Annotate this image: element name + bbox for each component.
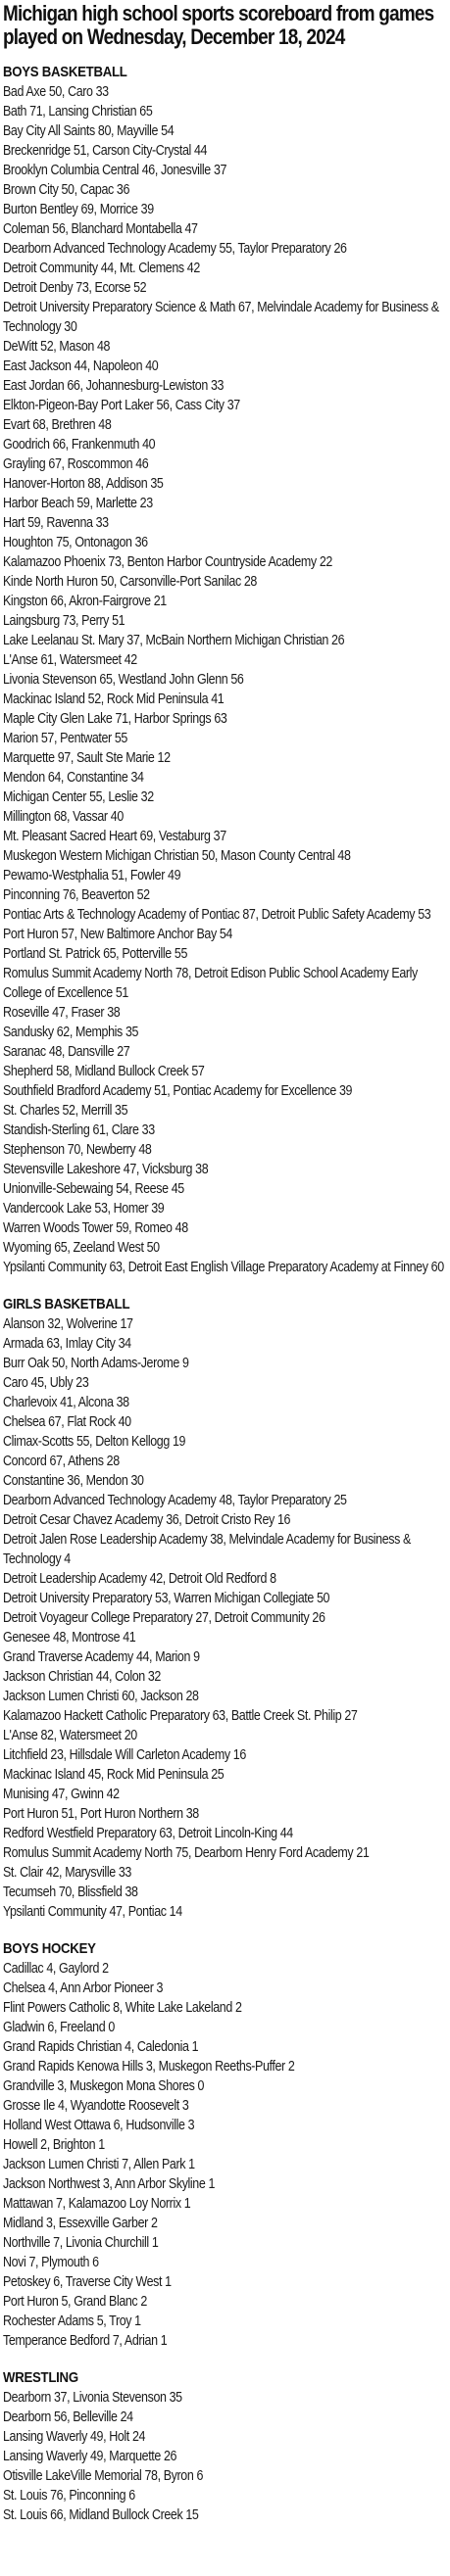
game-result: Vandercook Lake 53, Homer 39 bbox=[3, 1201, 165, 1216]
game-result: Detroit Voyageur College Preparatory 27, Detroit Community 26 bbox=[3, 1610, 325, 1626]
game-result: Port Huron 5, Grand Blanc 2 bbox=[3, 2294, 147, 2310]
game-result: Hart 59, Ravenna 33 bbox=[3, 515, 109, 531]
game-result: Mendon 64, Constantine 34 bbox=[3, 770, 144, 786]
game-result: Millington 68, Vassar 40 bbox=[3, 809, 124, 825]
game-result: Romulus Summit Academy North 75, Dearborn Henry Ford Academy 21 bbox=[3, 1845, 370, 1861]
game-result: Jackson Christian 44, Colon 32 bbox=[3, 1669, 161, 1685]
game-result: Unionville-Sebewaing 54, Reese 45 bbox=[3, 1181, 184, 1197]
game-result: East Jordan 66, Johannesburg-Lewiston 33 bbox=[3, 378, 225, 394]
game-result: Detroit Jalen Rose Leadership Academy 38, Melvindale Academy for Business & Technology 4 bbox=[3, 1532, 411, 1567]
game-result: Laingsburg 73, Perry 51 bbox=[3, 613, 125, 629]
game-result: Detroit Denby 73, Ecorse 52 bbox=[3, 280, 147, 296]
game-result: Lake Leelanau St. Mary 37, McBain Northern Michigan Christian 26 bbox=[3, 633, 345, 648]
game-result: Portland St. Patrick 65, Potterville 55 bbox=[3, 946, 187, 962]
game-result: Kalamazoo Hackett Catholic Preparatory 63, Battle Creek St. Philip 27 bbox=[3, 1708, 358, 1724]
game-result: Redford Westfield Preparatory 63, Detroit Lincoln-King 44 bbox=[3, 1826, 293, 1841]
game-result: Michigan Center 55, Leslie 32 bbox=[3, 789, 154, 805]
game-list bbox=[3, 82, 447, 1277]
sport-section bbox=[3, 1939, 447, 2351]
game-result: East Jackson 44, Napoleon 40 bbox=[3, 358, 159, 374]
game-result: Saranac 48, Dansville 27 bbox=[3, 1044, 130, 1060]
game-result: Mackinac Island 52, Rock Mid Peninsula 41 bbox=[3, 692, 225, 707]
game-result: Sandusky 62, Memphis 35 bbox=[3, 1025, 139, 1040]
game-result: Novi 7, Plymouth 6 bbox=[3, 2255, 99, 2270]
game-result: Petoskey 6, Traverse City West 1 bbox=[3, 2274, 172, 2290]
game-result: Jackson Lumen Christi 60, Jackson 28 bbox=[3, 1689, 199, 1704]
game-result: Detroit University Preparatory 53, Warren Michigan Collegiate 50 bbox=[3, 1591, 330, 1606]
game-result: Kingston 66, Akron-Fairgrove 21 bbox=[3, 594, 167, 609]
game-result: Dearborn 37, Livonia Stevenson 35 bbox=[3, 2390, 182, 2406]
game-result: Chelsea 4, Ann Arbor Pioneer 3 bbox=[3, 1980, 164, 1996]
game-result: Detroit Community 44, Mt. Clemens 42 bbox=[3, 261, 200, 276]
game-result: Otisville LakeVille Memorial 78, Byron 6 bbox=[3, 2468, 203, 2484]
game-result: Evart 68, Brethren 48 bbox=[3, 417, 112, 433]
sport-section bbox=[3, 1295, 447, 1922]
game-result: Mattawan 7, Kalamazoo Loy Norrix 1 bbox=[3, 2196, 191, 2212]
game-result: Houghton 75, Ontonagon 36 bbox=[3, 535, 148, 550]
game-result: Climax-Scotts 55, Delton Kellogg 19 bbox=[3, 1434, 186, 1450]
game-result: Breckenridge 51, Carson City-Crystal 44 bbox=[3, 143, 208, 159]
game-result: Stephenson 70, Newberry 48 bbox=[3, 1142, 152, 1158]
game-result: St. Charles 52, Merrill 35 bbox=[3, 1103, 128, 1119]
game-result: Romulus Summit Academy North 78, Detroit Edison Public School Academy Early College of Excellence 51 bbox=[3, 966, 418, 1001]
game-result: Brooklyn Columbia Central 46, Jonesville 37 bbox=[3, 163, 227, 178]
game-result: Armada 63, Imlay City 34 bbox=[3, 1336, 131, 1352]
game-result: Kalamazoo Phoenix 73, Benton Harbor Countryside Academy 22 bbox=[3, 554, 332, 570]
game-result: Ypsilanti Community 47, Pontiac 14 bbox=[3, 1904, 182, 1920]
game-result: Stevensville Lakeshore 47, Vicksburg 38 bbox=[3, 1162, 209, 1177]
game-result: Detroit Cesar Chavez Academy 36, Detroit Cristo Rey 16 bbox=[3, 1512, 291, 1528]
game-result: Shepherd 58, Midland Bullock Creek 57 bbox=[3, 1064, 205, 1079]
sport-section bbox=[3, 2368, 447, 2525]
game-result: Constantine 36, Mendon 30 bbox=[3, 1473, 144, 1489]
game-result: Tecumseh 70, Blissfield 38 bbox=[3, 1884, 138, 1900]
game-result: Wyoming 65, Zeeland West 50 bbox=[3, 1240, 160, 1256]
game-result: Howell 2, Brighton 1 bbox=[3, 2137, 105, 2153]
game-result: Munising 47, Gwinn 42 bbox=[3, 1787, 120, 1802]
game-result: Bath 71, Lansing Christian 65 bbox=[3, 104, 153, 119]
game-result: Burr Oak 50, North Adams-Jerome 9 bbox=[3, 1356, 189, 1371]
game-result: L'Anse 82, Watersmeet 20 bbox=[3, 1728, 137, 1743]
game-result: Grandville 3, Muskegon Mona Shores 0 bbox=[3, 2078, 205, 2094]
game-result: Grayling 67, Roscommon 46 bbox=[3, 456, 149, 472]
game-result: Lansing Waverly 49, Marquette 26 bbox=[3, 2449, 177, 2464]
game-result: Warren Woods Tower 59, Romeo 48 bbox=[3, 1220, 188, 1236]
game-result: Chelsea 67, Flat Rock 40 bbox=[3, 1414, 131, 1430]
game-result: Standish-Sterling 61, Clare 33 bbox=[3, 1122, 155, 1138]
game-result: Goodrich 66, Frankenmuth 40 bbox=[3, 437, 156, 453]
game-result: Rochester Adams 5, Troy 1 bbox=[3, 2314, 141, 2329]
game-result: Mackinac Island 45, Rock Mid Peninsula 25 bbox=[3, 1767, 225, 1783]
game-result: Pewamo-Westphalia 51, Fowler 49 bbox=[3, 868, 181, 883]
game-result: Muskegon Western Michigan Christian 50, Mason County Central 48 bbox=[3, 848, 351, 864]
game-result: Dearborn Advanced Technology Academy 48, Taylor Preparatory 25 bbox=[3, 1493, 347, 1508]
game-result: Northville 7, Livonia Churchill 1 bbox=[3, 2235, 159, 2251]
game-result: Elkton-Pigeon-Bay Port Laker 56, Cass City 37 bbox=[3, 398, 240, 413]
game-result: Cadillac 4, Gaylord 2 bbox=[3, 1961, 109, 1977]
game-list bbox=[3, 1314, 447, 1922]
game-result: Lansing Waverly 49, Holt 24 bbox=[3, 2429, 146, 2445]
game-result: Holland West Ottawa 6, Hudsonville 3 bbox=[3, 2118, 195, 2133]
sport-heading: GIRLS BASKETBALL bbox=[3, 1296, 130, 1312]
game-result: Genesee 48, Montrose 41 bbox=[3, 1630, 136, 1646]
game-result: Pontiac Arts & Technology Academy of Pontiac 87, Detroit Public Safety Academy 53 bbox=[3, 907, 431, 923]
game-result: Charlevoix 41, Alcona 38 bbox=[3, 1395, 129, 1410]
game-result: Litchfield 23, Hillsdale Will Carleton Academy 16 bbox=[3, 1747, 246, 1763]
game-result: Alanson 32, Wolverine 17 bbox=[3, 1316, 133, 1332]
game-list bbox=[3, 1959, 447, 2351]
game-result: Kinde North Huron 50, Carsonville-Port Sanilac 28 bbox=[3, 574, 257, 590]
game-result: Flint Powers Catholic 8, White Lake Lakeland 2 bbox=[3, 2000, 242, 2016]
game-result: Coleman 56, Blanchard Montabella 47 bbox=[3, 221, 198, 237]
game-result: St. Clair 42, Marysville 33 bbox=[3, 1865, 131, 1881]
game-result: Harbor Beach 59, Marlette 23 bbox=[3, 496, 153, 511]
game-result: L'Anse 61, Watersmeet 42 bbox=[3, 652, 137, 668]
page-title: Michigan high school sports scoreboard from games played on Wednesday, December 18, 2024 bbox=[3, 1, 434, 49]
game-result: Grand Rapids Kenowa Hills 3, Muskegon Reeths-Puffer 2 bbox=[3, 2059, 295, 2075]
game-list bbox=[3, 2388, 447, 2525]
game-result: DeWitt 52, Mason 48 bbox=[3, 339, 111, 355]
game-result: St. Louis 66, Midland Bullock Creek 15 bbox=[3, 2507, 199, 2523]
game-result: Grand Traverse Academy 44, Marion 9 bbox=[3, 1649, 200, 1665]
game-result: Port Huron 51, Port Huron Northern 38 bbox=[3, 1806, 199, 1822]
game-result: Gladwin 6, Freeland 0 bbox=[3, 2020, 115, 2035]
game-result: Caro 45, Ubly 23 bbox=[3, 1375, 89, 1391]
game-result: Southfield Bradford Academy 51, Pontiac Academy for Excellence 39 bbox=[3, 1083, 353, 1099]
game-result: Marion 57, Pentwater 55 bbox=[3, 731, 127, 746]
game-result: Concord 67, Athens 28 bbox=[3, 1454, 120, 1469]
game-result: Bad Axe 50, Caro 33 bbox=[3, 84, 109, 100]
game-result: Port Huron 57, New Baltimore Anchor Bay 54 bbox=[3, 927, 232, 942]
game-result: Brown City 50, Capac 36 bbox=[3, 182, 130, 198]
game-result: Midland 3, Essexville Garber 2 bbox=[3, 2216, 158, 2231]
game-result: Hanover-Horton 88, Addison 35 bbox=[3, 476, 164, 492]
game-result: Ypsilanti Community 63, Detroit East English Village Preparatory Academy at Finney 60 bbox=[3, 1260, 444, 1275]
game-result: Maple City Glen Lake 71, Harbor Springs 63 bbox=[3, 711, 227, 727]
sport-section bbox=[3, 63, 447, 1277]
game-result: Roseville 47, Fraser 38 bbox=[3, 1005, 121, 1021]
game-result: Grand Rapids Christian 4, Caledonia 1 bbox=[3, 2039, 199, 2055]
sport-heading: BOYS HOCKEY bbox=[3, 1940, 96, 1957]
sport-heading: BOYS BASKETBALL bbox=[3, 64, 127, 80]
game-result: Pinconning 76, Beaverton 52 bbox=[3, 887, 150, 903]
game-result: Livonia Stevenson 65, Westland John Glenn 56 bbox=[3, 672, 244, 688]
game-result: Burton Bentley 69, Morrice 39 bbox=[3, 202, 154, 217]
game-result: Dearborn 56, Belleville 24 bbox=[3, 2409, 133, 2425]
game-result: Mt. Pleasant Sacred Heart 69, Vestaburg 37 bbox=[3, 829, 226, 844]
game-result: Marquette 97, Sault Ste Marie 12 bbox=[3, 750, 171, 766]
game-result: Dearborn Advanced Technology Academy 55, Taylor Preparatory 26 bbox=[3, 241, 347, 257]
game-result: Temperance Bedford 7, Adrian 1 bbox=[3, 2333, 168, 2349]
game-result: Jackson Northwest 3, Ann Arbor Skyline 1 bbox=[3, 2176, 216, 2192]
game-result: Detroit Leadership Academy 42, Detroit Old Redford 8 bbox=[3, 1571, 276, 1587]
game-result: Bay City All Saints 80, Mayville 54 bbox=[3, 123, 175, 139]
game-result: Jackson Lumen Christi 7, Allen Park 1 bbox=[3, 2157, 195, 2172]
game-result: Grosse Ile 4, Wyandotte Roosevelt 3 bbox=[3, 2098, 189, 2114]
game-result: Detroit University Preparatory Science & Math 67, Melvindale Academy for Business & Technology 30 bbox=[3, 300, 439, 335]
scoreboard-sections bbox=[3, 63, 447, 2525]
sport-heading: WRESTLING bbox=[3, 2369, 78, 2386]
game-result: St. Louis 76, Pinconning 6 bbox=[3, 2488, 135, 2504]
